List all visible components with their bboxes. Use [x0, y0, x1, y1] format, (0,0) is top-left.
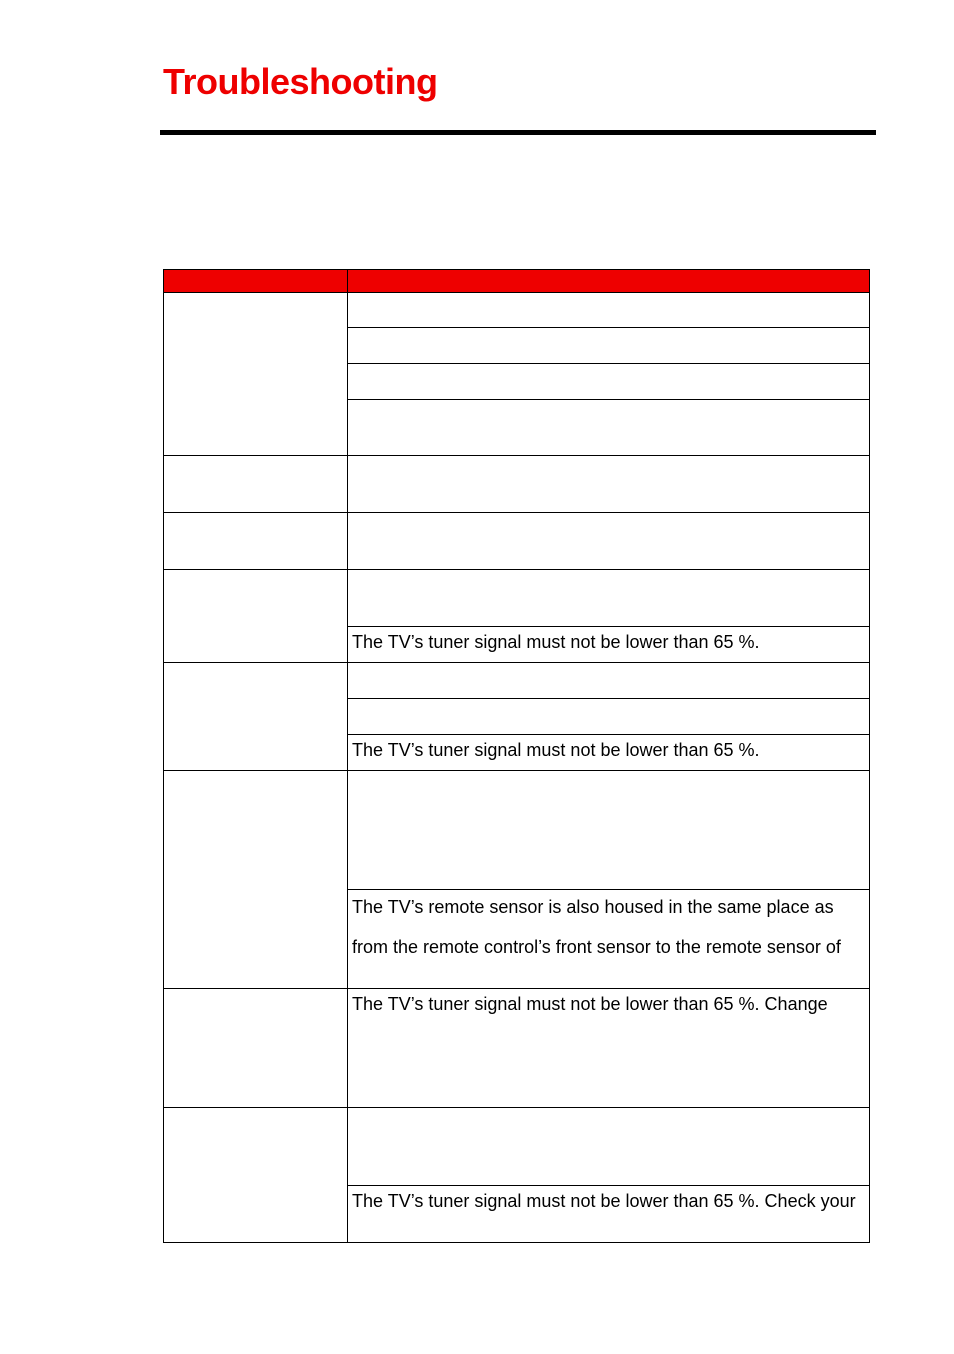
solution-cell — [348, 735, 870, 771]
solution-cell — [348, 1108, 870, 1186]
solution-text: The TV’s tuner signal must not be lower than 65 %. — [352, 632, 760, 652]
problem-cell — [164, 293, 348, 456]
solution-cell — [348, 1186, 870, 1243]
solution-cell — [348, 328, 870, 364]
table-header-row — [164, 270, 870, 293]
solution-cell — [348, 771, 870, 890]
solution-cell — [348, 890, 870, 989]
solution-cell — [348, 456, 870, 513]
problem-cell — [164, 570, 348, 663]
troubleshooting-table — [163, 269, 870, 1243]
table-row — [164, 771, 870, 890]
solution-text: The TV’s tuner signal must not be lower than 65 %. Change — [352, 994, 828, 1014]
solution-cell — [348, 570, 870, 627]
header-cell-solution — [348, 270, 870, 293]
table-row — [164, 989, 870, 1108]
table-row — [164, 513, 870, 570]
problem-cell — [164, 456, 348, 513]
solution-cell — [348, 293, 870, 328]
title-rule — [160, 130, 876, 135]
problem-cell — [164, 663, 348, 771]
table-row — [164, 570, 870, 627]
solution-cell — [348, 513, 870, 570]
table-row — [164, 293, 870, 328]
solution-text: from the remote control’s front sensor to the remote sensor of — [352, 937, 841, 957]
solution-cell — [348, 699, 870, 735]
solution-cell — [348, 989, 870, 1108]
table-row — [164, 663, 870, 699]
solution-cell — [348, 364, 870, 400]
problem-cell — [164, 771, 348, 989]
problem-cell — [164, 989, 348, 1108]
solution-cell — [348, 663, 870, 699]
solution-text: The TV’s remote sensor is also housed in the same place as — [352, 897, 834, 917]
solution-cell — [348, 627, 870, 663]
solution-cell — [348, 400, 870, 456]
table-row — [164, 456, 870, 513]
problem-cell — [164, 1108, 348, 1243]
page-title: Troubleshooting — [163, 61, 438, 102]
header-cell-problem — [164, 270, 348, 293]
solution-text: The TV’s tuner signal must not be lower than 65 %. — [352, 740, 760, 760]
problem-cell — [164, 513, 348, 570]
table-row — [164, 1108, 870, 1186]
solution-text: The TV’s tuner signal must not be lower than 65 %. Check your — [352, 1191, 856, 1211]
